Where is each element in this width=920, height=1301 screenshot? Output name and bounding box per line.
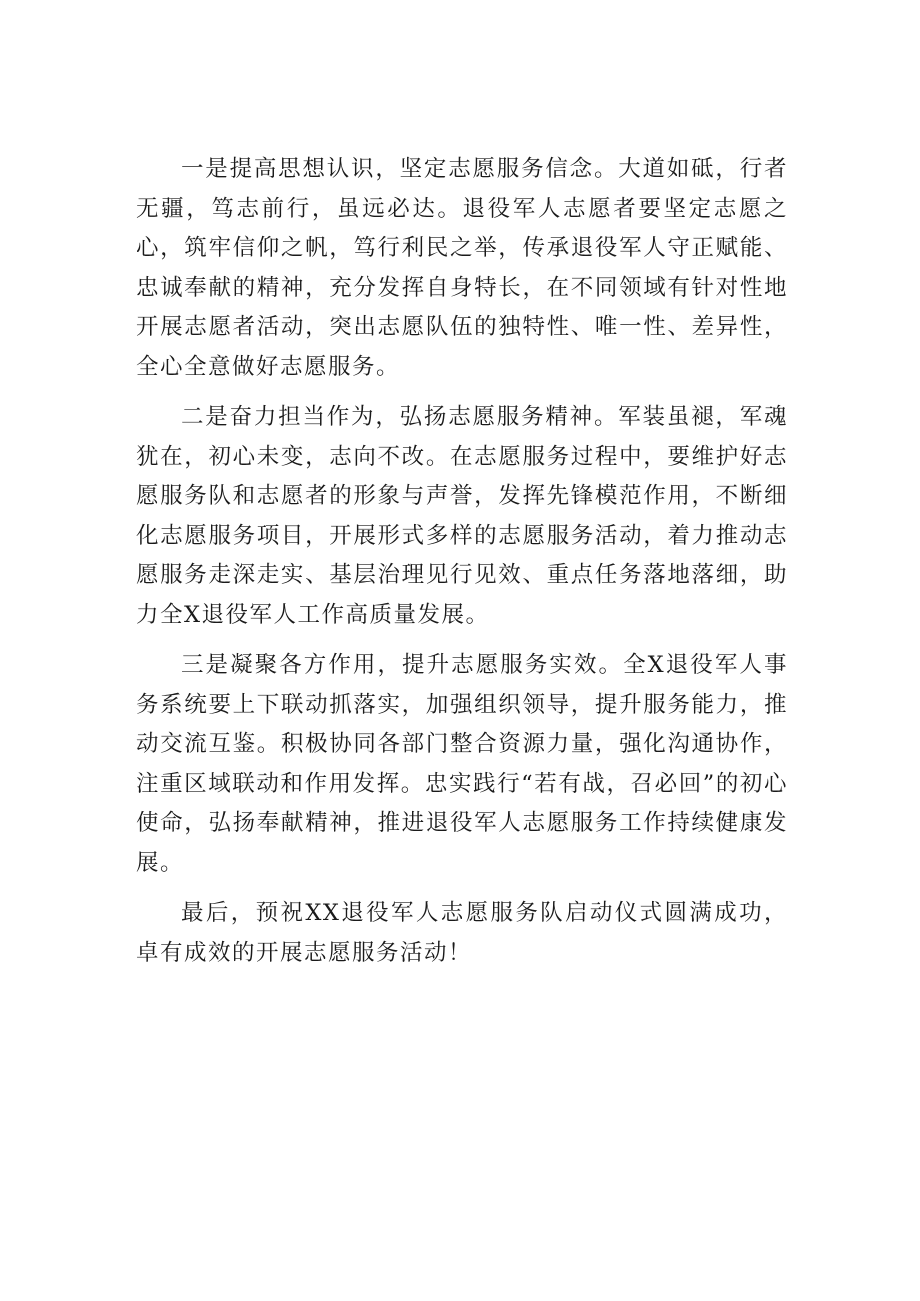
document-body xyxy=(136,150,788,984)
paragraph-4: 最后，预祝XX退役军人志愿服务队启动仪式圆满成功，卓有成效的开展志愿服务活动！ xyxy=(136,900,788,966)
paragraph-2: 二是奋力担当作为，弘扬志愿服务精神。军装虽褪，军魂犹在，初心未变，志向不改。在志愿服务过程中，要维护好志愿服务队和志愿者的形象与声誉，发挥先锋模范作用，不断细化志愿服务项目，开展形式多样的志愿服务活动，着力推动志愿服务走深走实、基层治理见行见效、重点任务落地落细，助力全X退役军人工作高质量发展。 xyxy=(136,404,788,628)
paragraph-3: 三是凝聚各方作用，提升志愿服务实效。全X退役军人事务系统要上下联动抓落实，加强组织领导，提升服务能力，推动交流互鉴。积极协同各部门整合资源力量，强化沟通协作，注重区域联动和作用发挥。忠实践行“若有战，召必回”的初心使命，弘扬奉献精神，推进退役军人志愿服务工作持续健康发展。 xyxy=(136,652,788,876)
paragraph-1: 一是提高思想认识，坚定志愿服务信念。大道如砥，行者无疆，笃志前行，虽远必达。退役军人志愿者要坚定志愿之心，筑牢信仰之帆，笃行利民之举，传承退役军人守正赋能、忠诚奉献的精神，充分发挥自身特长，在不同领域有针对性地开展志愿者活动，突出志愿队伍的独特性、唯一性、差异性，全心全意做好志愿服务。 xyxy=(136,156,788,380)
